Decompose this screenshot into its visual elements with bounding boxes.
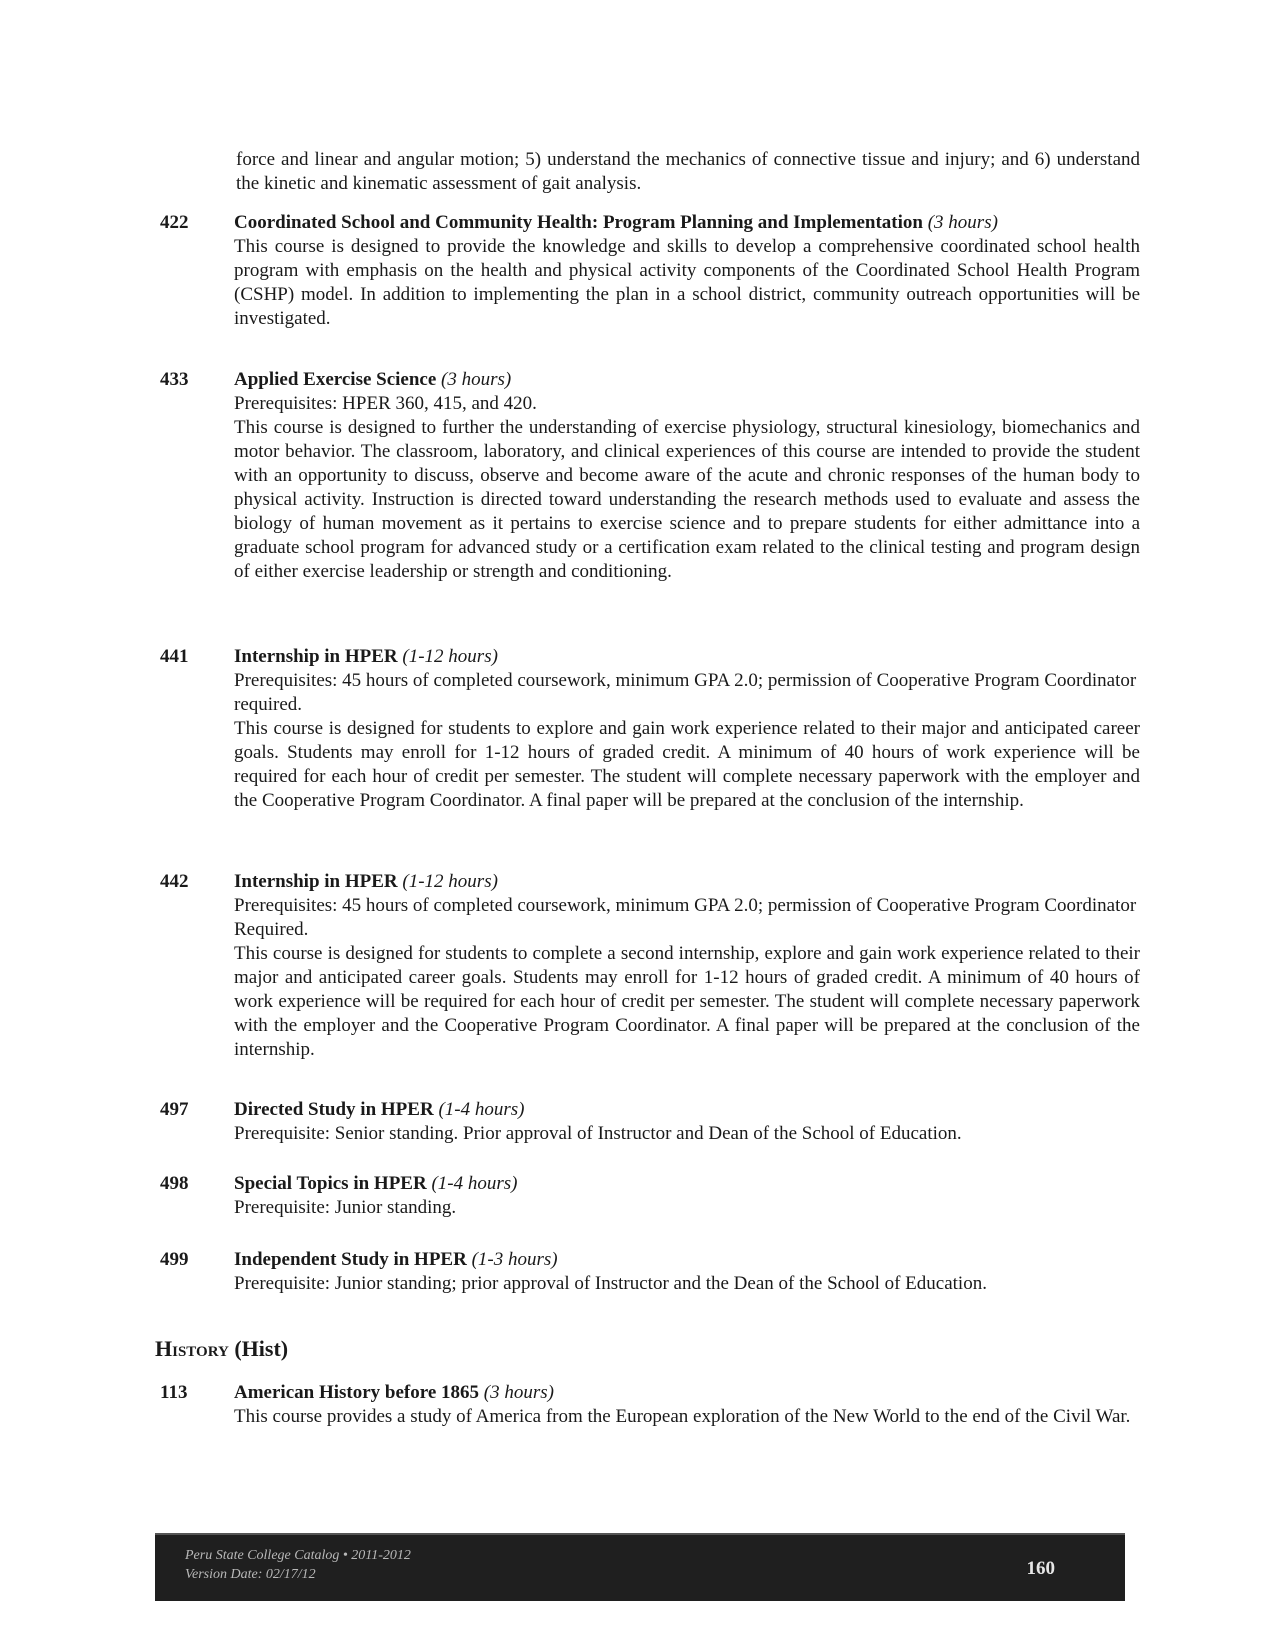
- course-body: [234, 870, 1140, 1062]
- course-entry-497: [160, 1098, 1140, 1146]
- course-body: [234, 645, 1140, 813]
- course-entry-442: [160, 870, 1140, 1062]
- course-prerequisites: Prerequisite: Junior standing.: [234, 1197, 457, 1218]
- footer-version-date: Version Date: 02/17/12: [185, 1567, 316, 1582]
- course-number: 497: [160, 1099, 189, 1120]
- course-prerequisites: Prerequisites: 45 hours of completed coursework, minimum GPA 2.0; permission of Cooperative Program Coordinator required.: [234, 670, 1137, 715]
- course-title: Internship in HPER: [234, 871, 398, 892]
- course-description: This course is designed for students to complete a second internship, explore and gain work experience related to their major and anticipated career goals. Students may enroll for 1-12 hours of graded credit. A minimum of 40 hours of work experience will be required for each hour of credit per semester. The student will complete necessary paperwork with the employer and the Cooperative Program Coordinator. A final paper will be prepared at the conclusion of the internship.: [234, 943, 1140, 1060]
- course-title-line: [234, 1098, 1140, 1122]
- course-entry-433: [160, 368, 1140, 584]
- course-hours: (3 hours): [927, 212, 998, 233]
- course-entry-113: [160, 1381, 1140, 1429]
- course-entry-499: [160, 1248, 1140, 1296]
- course-body: [234, 368, 1140, 584]
- section-heading-history: [155, 1335, 288, 1363]
- course-body: [234, 211, 1140, 331]
- course-hours: (1-4 hours): [431, 1173, 518, 1194]
- intro-paragraph: force and linear and angular motion; 5) understand the mechanics of connective tissue and injury; and 6) understand the kinetic and kinematic assessment of gait analysis.: [236, 149, 1140, 194]
- course-title-line: [234, 645, 1140, 669]
- course-number: 422: [160, 212, 189, 233]
- course-description: This course is designed to further the understanding of exercise physiology, structural kinesiology, biomechanics and motor behavior. The classroom, laboratory, and clinical experiences of this course are intended to provide the student with an opportunity to discuss, observe and become aware of the acute and chronic responses of the human body to physical activity. Instruction is directed toward understanding the research methods used to evaluate and assess the biology of human movement as it pertains to exercise science and to prepare students for either admittance into a graduate school program for advanced study or a certification exam related to the clinical testing and program design of either exercise leadership or strength and conditioning.: [234, 417, 1140, 582]
- course-title-line: [234, 1381, 1140, 1405]
- course-hours: (1-12 hours): [402, 871, 498, 892]
- course-body: [234, 1248, 1140, 1296]
- course-body: [234, 1172, 1140, 1220]
- course-number: 441: [160, 646, 189, 667]
- course-title: Coordinated School and Community Health: Program Planning and Implementation: [234, 212, 923, 233]
- course-prerequisites: Prerequisite: Senior standing. Prior approval of Instructor and Dean of the School of Education.: [234, 1123, 962, 1144]
- course-hours: (1-4 hours): [438, 1099, 525, 1120]
- course-body: [234, 1381, 1140, 1429]
- course-hours: (3 hours): [483, 1382, 554, 1403]
- course-title-line: [234, 870, 1140, 894]
- section-name: History: [155, 1336, 229, 1361]
- course-title: American History before 1865: [234, 1382, 480, 1403]
- course-title-line: [234, 211, 1140, 235]
- course-number: 499: [160, 1249, 189, 1270]
- course-title: Internship in HPER: [234, 646, 398, 667]
- course-number: 442: [160, 871, 189, 892]
- course-title-line: [234, 368, 1140, 392]
- course-number: 498: [160, 1173, 189, 1194]
- course-entry-498: [160, 1172, 1140, 1220]
- course-body: [234, 1098, 1140, 1146]
- course-prerequisites: Prerequisites: 45 hours of completed coursework, minimum GPA 2.0; permission of Cooperative Program Coordinator Required.: [234, 895, 1137, 940]
- footer-catalog-title: Peru State College Catalog • 2011-2012: [185, 1548, 411, 1563]
- course-prerequisites: Prerequisites: HPER 360, 415, and 420.: [234, 393, 537, 414]
- course-hours: (1-3 hours): [471, 1249, 558, 1270]
- course-entry-441: [160, 645, 1140, 813]
- course-title: Directed Study in HPER: [234, 1099, 434, 1120]
- section-abbreviation: (Hist): [234, 1336, 289, 1361]
- course-title: Special Topics in HPER: [234, 1173, 427, 1194]
- course-description: This course is designed to provide the knowledge and skills to develop a comprehensive coordinated school health program with emphasis on the health and physical activity components of the Coordinated School Health Program (CSHP) model. In addition to implementing the plan in a school district, community outreach opportunities will be investigated.: [234, 236, 1140, 329]
- course-prerequisites: Prerequisite: Junior standing; prior approval of Instructor and the Dean of the School of Education.: [234, 1273, 987, 1294]
- course-number: 113: [160, 1382, 188, 1403]
- course-description: This course is designed for students to explore and gain work experience related to their major and anticipated career goals. Students may enroll for 1-12 hours of graded credit. A minimum of 40 hours of work experience will be required for each hour of credit per semester. The student will complete necessary paperwork with the employer and the Cooperative Program Coordinator. A final paper will be prepared at the conclusion of the internship.: [234, 718, 1140, 811]
- course-hours: (3 hours): [441, 369, 512, 390]
- course-hours: (1-12 hours): [402, 646, 498, 667]
- course-number: 433: [160, 369, 189, 390]
- course-title: Applied Exercise Science: [234, 369, 437, 390]
- page-footer: [155, 1533, 1125, 1601]
- course-title-line: [234, 1172, 1140, 1196]
- course-entry-422: [160, 211, 1140, 331]
- course-title-line: [234, 1248, 1140, 1272]
- page-number: 160: [1026, 1558, 1055, 1579]
- course-title: Independent Study in HPER: [234, 1249, 467, 1270]
- course-description: This course provides a study of America from the European exploration of the New World to the end of the Civil War.: [234, 1406, 1131, 1427]
